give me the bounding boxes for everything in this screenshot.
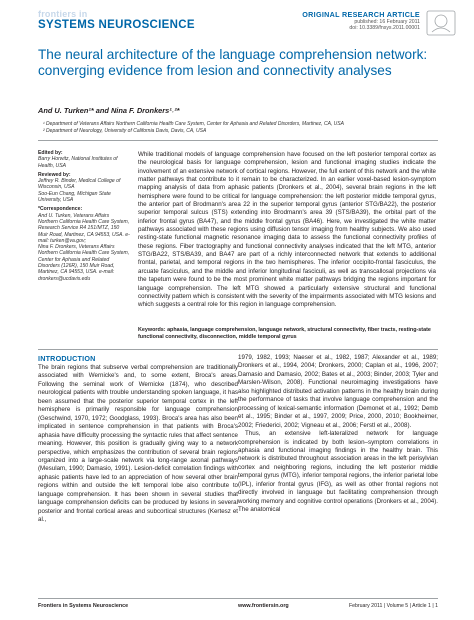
reviewer-2: Soo-Eun Chang, Michigan State University, USA xyxy=(38,190,111,204)
intro-paragraph-2: Thus, an extensive left-lateralized network for language comprehension is indicated by both lesion–symptom correlations in aphasia and functional imaging findings in the healthy brain. This network is distributed throughout association areas in the left perisylvian cortex and neighboring regions, including the left posterior middle temporal gyrus (MTG), inferior temporal regions, the inferior parietal lobe (IPL), inferior frontal gyrus (IFG), as well as other frontal regions not directly involved in language but facilitating comprehension through working memory and cognitive control operations (Dronkers et al., 2004). The anatomical xyxy=(238,430,438,514)
footer-issue: February 2011 | Volume 5 | Article 1 | 1 xyxy=(348,603,438,609)
intro-paragraph-1: The brain regions that subserve verbal comprehension are traditionally associated with Wernicke's and, to some extent, Broca's areas. Following the seminal work of Wernicke (1874), who described neurological patients with trouble understanding spoken language, it has been assumed that the posterior superior temporal cortex in the left hemisphere is primarily responsible for language comprehension (Geschwind, 1970, 1972; Goodglass, 1993). Broca's area has also been implicated in sentence comprehension in that patients with Broca's aphasia have difficulty processing the syntactic rules that affect sentence meaning. However, this position is gradually giving way to a network perspective, which emphasizes the contribution of several brain regions organized into a large-scale network via long-range axonal pathways (Mesulam, 1990; Damasio, 1991). Lesion-deficit correlation findings with aphasic patients have led to an appreciation of how several other brain regions within and outside the left temporal lobe also contribute to language comprehension. It has been shown in several studies that language comprehension deficits can be produced by lesions in several posterior and frontal cortical areas and subcortical structures (Kertesz et al., xyxy=(38,364,238,524)
doi: doi: 10.3389/fnsys.2011.00001 xyxy=(349,25,420,32)
reviewed-by-heading: Reviewed by: xyxy=(38,171,71,178)
journal-name-line2: SYSTEMS NEUROSCIENCE xyxy=(38,19,195,31)
keywords-list: aphasia, language comprehension, language network, structural connectivity, fiber tracts, resting-state functional connectivity, disconnection, middle temporal gyrus xyxy=(138,327,431,340)
header-divider xyxy=(38,140,438,141)
page-header xyxy=(0,0,474,40)
keywords-label: Keywords: xyxy=(138,327,166,333)
correspondence-1: And U. Turken, Veterans Affairs Northern California Health Care System, Research Service R4 151/MTZ, 150 Muir Road, Martinez, CA 94553, USA. e-mail: turken@va.gov; xyxy=(38,212,130,244)
affiliation-2: ² Department of Neurology, University of California Davis, Davis, CA, USA xyxy=(43,127,207,134)
published-date: published: 16 February 2011 xyxy=(354,19,420,25)
article-title: The neural architecture of the language comprehension network: converging evidence from lesion and connectivity analyses xyxy=(38,47,428,79)
body-column-left xyxy=(38,364,238,525)
footer-journal: Frontiers in Systems Neuroscience xyxy=(38,603,129,609)
author-list: And U. Turken¹* and Nina F. Dronkers¹˒²* xyxy=(38,106,180,115)
journal-logo-icon xyxy=(426,10,456,36)
keywords xyxy=(138,327,436,341)
intro-paragraph-1-continued: 1979, 1982, 1993; Naeser et al., 1982, 1987; Alexander et al., 1989; Dronkers et al., 1994, 2004; Dronkers, 2000; Caplan et al., 1996, 2007; Damasio and Damasio, 2002; Bates et al., 2003; Binder, 2003; Tyler and Marslen-Wilson, 2008). Functional neuroimaging investigations have also highlighted distributed activation patterns in the healthy brain during the performance of tasks that involve language comprehension and the processing of lexical-semantic information (Demonet et al., 1992; Demb et al., 1995; Binder et al., 1997, 2009; Price, 2000, 2010; Bookheimer, 2002; Friederici, 2002; Vigneau et al., 2006; Ferstl et al., 2008). xyxy=(238,354,438,429)
page-footer xyxy=(38,598,438,609)
abstract-divider xyxy=(38,349,438,350)
section-heading-introduction: INTRODUCTION xyxy=(38,354,96,363)
body-column-right xyxy=(238,354,438,515)
footer-url[interactable]: www.frontiersin.org xyxy=(238,603,289,609)
reviewer-1: Jeffrey R. Binder, Medical College of Wisconsin, USA xyxy=(38,178,121,191)
editorial-sidebar xyxy=(38,150,130,282)
editor-name: Barry Horwitz, National Institutes of Health, USA xyxy=(38,156,118,169)
correspondence-heading: *Correspondence: xyxy=(38,206,83,213)
article-type: ORIGINAL RESEARCH ARTICLE xyxy=(302,10,420,19)
affiliation-1: ¹ Department of Veterans Affairs Northern California Health Care System, Center for Aphasia and Related Disorders, Martinez, CA, USA xyxy=(43,121,344,127)
correspondence-2: Nina F. Dronkers, Veterans Affairs Northern California Health Care System, Center for Aphasia and Related Disorders (126R), 150 Muir Road, Martinez, CA 94553, USA. e-mail: dronkers@ucdavis.edu xyxy=(38,244,130,282)
journal-name-line1: frontiers in xyxy=(38,9,88,19)
abstract: While traditional models of language comprehension have focused on the left posterior temporal cortex as the neurological basis for language comprehension, lesion and functional imaging studies indicate the involvement of an extensive network of cortical regions. However, the full extent of this network and the white matter pathways that contribute to it remain to be characterized. In an earlier voxel-based lesion-symptom mapping analysis of data from aphasic patients (Dronkers et al., 2004), several brain regions in the left hemisphere were found to be critical for language comprehension: the left posterior middle temporal gyrus, the anterior part of Brodmann's area 22 in the superior temporal gyrus (anterior STG/BA22), the posterior superior temporal sulcus (STS) extending into Brodmann's area 39 (STS/BA39), the orbital part of the inferior frontal gyrus (BA47), and the middle frontal gyrus (BA46). Here, we investigated the white matter pathways associated with these regions using diffusion tensor imaging from healthy subjects. We also used resting-state functional magnetic resonance imaging data to assess the functional connectivity profiles of these regions. Fiber tractography and functional connectivity analyses indicated that the left MTG, anterior STG/BA22, STS/BA39, and BA47 are part of a richly interconnected network that extends to additional frontal, parietal, and temporal regions in the two hemispheres. The inferior occipito-frontal fasciculus, the arcuate fasciculus, and the middle and inferior longitudinal fasciculi, as well as transcallosal projections via the tapetum were found to be the most prominent white matter pathways bridging the regions important for language comprehension. The left MTG showed a particularly extensive structural and functional connectivity pattern which is consistent with the severity of the impairments associated with MTG lesions and which suggests a central role for this region in language comprehension. xyxy=(138,151,436,309)
article-meta xyxy=(349,19,420,32)
edited-by-heading: Edited by: xyxy=(38,150,63,156)
affiliations xyxy=(43,121,344,134)
